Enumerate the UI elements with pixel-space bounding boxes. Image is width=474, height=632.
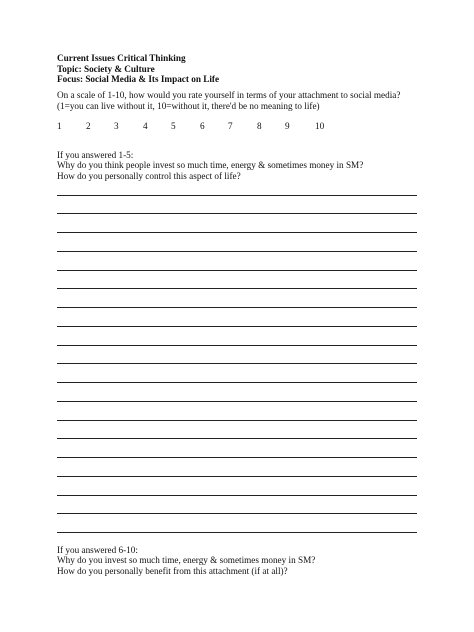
rating-scale xyxy=(57,121,357,133)
scale-option-6[interactable]: 6 xyxy=(200,121,205,131)
answer-line[interactable] xyxy=(57,251,417,252)
high-range-section xyxy=(57,545,315,576)
answer-line[interactable] xyxy=(57,382,417,383)
answer-line[interactable] xyxy=(57,532,417,533)
scale-option-3[interactable]: 3 xyxy=(114,121,119,131)
answer-line[interactable] xyxy=(57,195,417,196)
answer-line[interactable] xyxy=(57,476,417,477)
answer-line[interactable] xyxy=(57,213,417,214)
high-range-condition: If you answered 6-10: xyxy=(57,545,138,555)
high-range-question-1: Why do you invest so much time, energy & sometimes money in SM? xyxy=(57,555,316,566)
scale-option-8[interactable]: 8 xyxy=(257,121,262,131)
scale-option-9[interactable]: 9 xyxy=(285,121,290,131)
high-range-question-2: How do you personally benefit from this attachment (if at all)? xyxy=(57,565,288,576)
low-range-question-1: Why do you think people invest so much time, energy & sometimes money in SM? xyxy=(57,160,364,171)
scale-option-5[interactable]: 5 xyxy=(171,121,176,131)
worksheet-header xyxy=(57,53,219,85)
rating-question: On a scale of 1-10, how would you rate yourself in terms of your attachment to social media? (1=you can live without it, 10=without it, there'd be no meaning to life) xyxy=(57,90,401,111)
answer-line[interactable] xyxy=(57,326,417,327)
scale-option-7[interactable]: 7 xyxy=(228,121,233,131)
answer-line[interactable] xyxy=(57,288,417,289)
course-title: Current Issues Critical Thinking xyxy=(57,53,186,63)
low-range-question-2: How do you personally control this aspect of life? xyxy=(57,170,241,181)
answer-line[interactable] xyxy=(57,513,417,514)
focus-line: Focus: Social Media & Its Impact on Life xyxy=(57,74,220,84)
answer-line[interactable] xyxy=(57,420,417,421)
answer-line[interactable] xyxy=(57,401,417,402)
answer-line[interactable] xyxy=(57,307,417,308)
topic-line: Topic: Society & Culture xyxy=(57,63,155,74)
answer-line[interactable] xyxy=(57,495,417,496)
low-range-condition: If you answered 1-5: xyxy=(57,150,134,160)
answer-line[interactable] xyxy=(57,363,417,364)
answer-line[interactable] xyxy=(57,270,417,271)
low-range-section xyxy=(57,150,363,181)
scale-option-1[interactable]: 1 xyxy=(57,121,62,131)
answer-line[interactable] xyxy=(57,345,417,346)
scale-option-2[interactable]: 2 xyxy=(86,121,91,131)
scale-option-4[interactable]: 4 xyxy=(143,121,148,131)
answer-line[interactable] xyxy=(57,457,417,458)
answer-line[interactable] xyxy=(57,232,417,233)
scale-option-10[interactable]: 10 xyxy=(315,121,325,131)
answer-line[interactable] xyxy=(57,438,417,439)
